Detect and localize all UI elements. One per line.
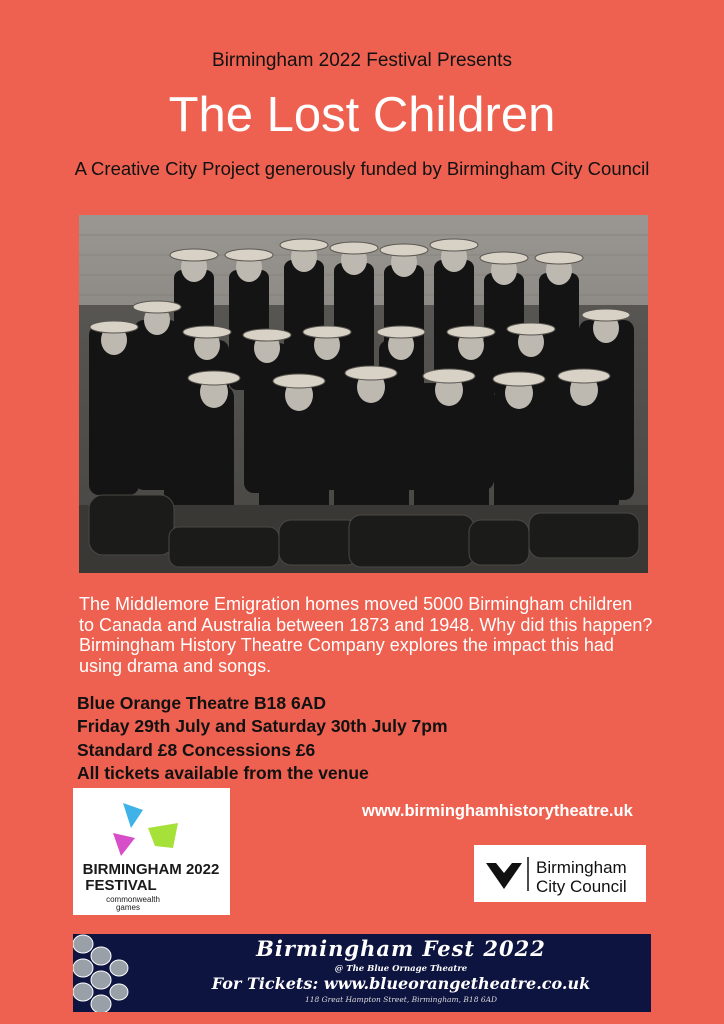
historic-group-photo	[79, 215, 648, 573]
description-paragraph	[79, 594, 679, 676]
banner-decoration-icon	[73, 934, 163, 1012]
description-line: to Canada and Australia between 1873 and 1948. Why did this happen?	[79, 614, 653, 635]
theatre-banner	[73, 934, 651, 1012]
festival-logo-mark	[73, 788, 230, 915]
group-photo-illustration	[79, 215, 648, 573]
presents-line: Birmingham 2022 Festival Presents	[212, 50, 512, 71]
banner-tickets: For Tickets: www.blueorangetheatre.co.uk	[211, 974, 591, 993]
banner-address: 118 Great Hampton Street, Birmingham, B18 6AD	[304, 995, 498, 1004]
birmingham-city-council-logo	[474, 845, 646, 902]
banner-title: Birmingham Fest 2022	[256, 936, 546, 961]
council-logo-mark	[474, 845, 646, 902]
event-dates: Friday 29th July and Saturday 30th July 7pm	[77, 716, 448, 736]
council-logo-text: City Council	[536, 877, 627, 896]
ticket-info: All tickets available from the venue	[77, 763, 369, 783]
website-link[interactable]: www.birminghamhistorytheatre.uk	[362, 802, 633, 820]
event-prices: Standard £8 Concessions £6	[77, 740, 316, 760]
council-logo-text: Birmingham	[536, 858, 627, 877]
festival-logo-text: BIRMINGHAM 2022	[82, 861, 220, 878]
event-venue: Blue Orange Theatre B18 6AD	[77, 693, 326, 713]
festival-logo-text: games	[115, 903, 141, 912]
description-line: The Middlemore Emigration homes moved 5000 Birmingham children	[79, 594, 633, 614]
heart-icon	[486, 863, 522, 889]
birmingham-2022-festival-logo	[73, 788, 230, 915]
description-line: Birmingham History Theatre Company explores the impact this had	[79, 635, 614, 655]
description-line: using drama and songs.	[79, 655, 272, 676]
funding-line: A Creative City Project generously funded by Birmingham City Council	[74, 158, 650, 179]
poster-title: The Lost Children	[168, 88, 556, 142]
banner-venue: @ The Blue Ornage Theatre	[334, 964, 468, 974]
festival-logo-text: FESTIVAL	[85, 877, 157, 894]
festival-logo-text: commonwealth	[106, 895, 160, 904]
